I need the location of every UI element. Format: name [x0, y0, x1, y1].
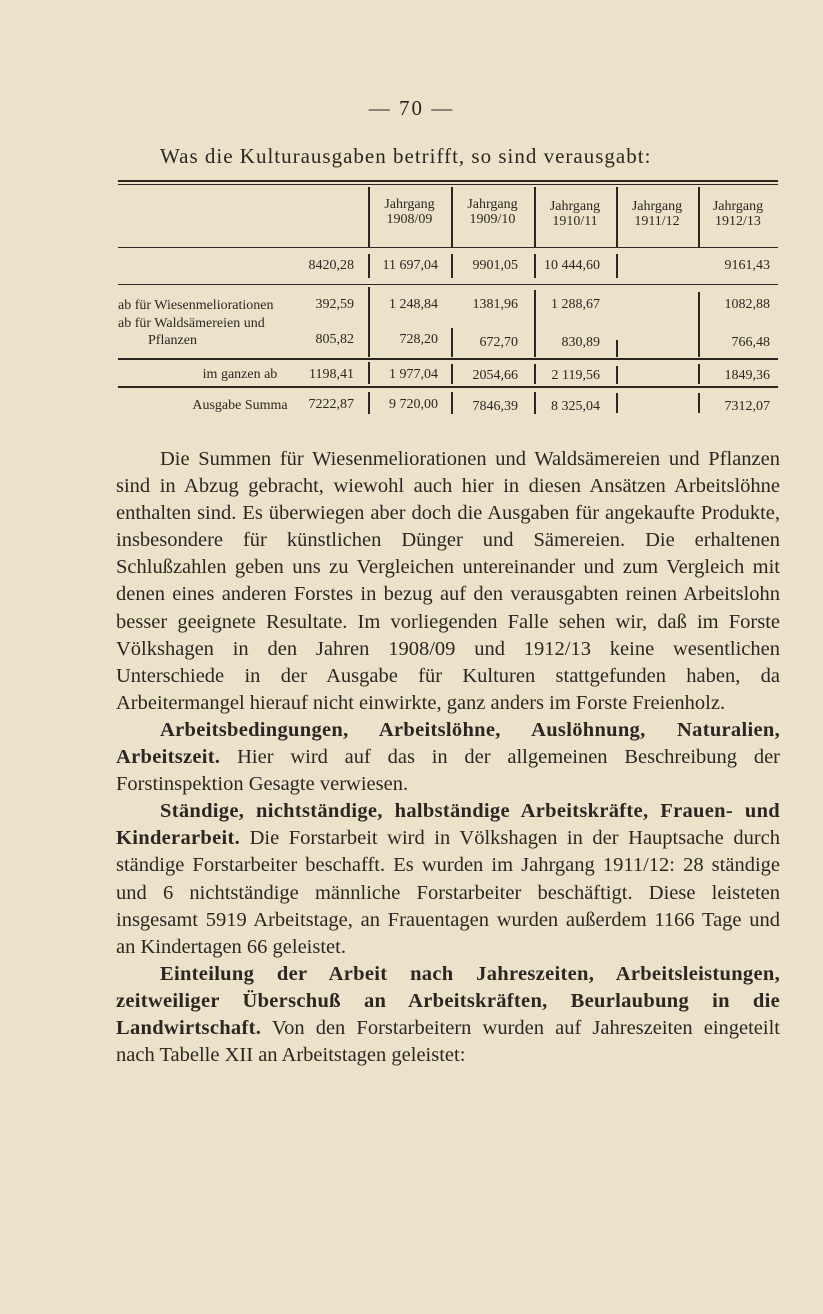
ganzen-1910: 2054,66: [472, 368, 518, 383]
ganzen-1911: 2 119,56: [551, 368, 600, 383]
col-divider: [534, 290, 536, 357]
wiesen-1911: 1 288,67: [551, 297, 600, 312]
col-divider: [534, 364, 536, 384]
totals-rule: [118, 284, 778, 285]
col-divider: [616, 254, 618, 278]
total-1910: 9901,05: [472, 258, 518, 273]
col-divider: [451, 254, 453, 278]
col-divider: [534, 392, 536, 414]
ganzen-1912: 1849,36: [724, 368, 770, 383]
col-divider: [451, 364, 453, 384]
summa-1911: 8 325,04: [551, 399, 600, 414]
section-heading: Ständige, nichtständige, halbständige Arbeitskräfte, Frauen- und Kinderarbeit.: [116, 800, 780, 850]
culture-expenses-table: [118, 180, 778, 420]
summa-1912: 7312,07: [724, 399, 770, 414]
wiesen-1912: 1082,88: [724, 297, 770, 312]
col-divider: [368, 392, 370, 414]
paragraph-einteilung: Einteilung der Arbeit nach Jahreszeiten, Arbeitsleistungen, zeitweiliger Überschuß an Arbeitskräften, Beurlaubung in die Landwirtschaft. Von den Forstarbeitern wurden auf Jahreszeiten eingeteilt nach Tabelle XII an Arbeitstagen geleistet:: [116, 962, 780, 1067]
header-1912: Jahrgang 1912/13: [712, 199, 764, 229]
col-divider: [451, 328, 453, 357]
header-rule: [118, 247, 778, 248]
col-divider: [534, 254, 536, 278]
col-divider: [368, 362, 370, 384]
col-divider: [616, 366, 618, 384]
table-top-rule-thin: [118, 184, 778, 185]
total-1908: 8420,28: [308, 258, 354, 273]
total-1912: 9161,43: [724, 258, 770, 273]
wiesen-1909: 1 248,84: [389, 297, 438, 312]
body-text: [116, 446, 780, 1069]
col-divider: [616, 393, 618, 413]
wiesen-1910: 1381,96: [472, 297, 518, 312]
ganzen-1908: 1198,41: [309, 367, 354, 382]
wald-1911: 830,89: [561, 335, 600, 350]
summa-label: Ausgabe Summa: [192, 398, 288, 413]
col-divider: [698, 393, 700, 413]
col-divider: [616, 340, 618, 357]
deduction-rule: [118, 358, 778, 360]
row-label-wiesen: ab für Wiesenmeliorationen: [118, 298, 274, 313]
total-1911: 10 444,60: [544, 258, 600, 273]
wald-1909: 728,20: [399, 332, 438, 347]
header-1908: Jahrgang 1908/09: [384, 197, 435, 227]
col-divider: [698, 292, 700, 357]
col-divider: [698, 364, 700, 384]
intro-sentence: Was die Kulturausgaben betrifft, so sind verausgabt:: [160, 144, 652, 168]
wiesen-1908: 392,59: [315, 297, 354, 312]
paragraph-summen: Die Summen für Wiesenmeliorationen und Waldsämereien und Pflanzen sind in Abzug gebracht, wiewohl auch hier in diesen Ansätzen Arbeitslöhne enthalten sind. Es überwiegen aber doch die Ausgaben für angekaufte Produkte, insbesondere für künstlichen Dünger und Sämereien. Die erhaltenen Schlußzahlen geben uns zu Vergleichen untereinander und zum Vergleich mit denen eines anderen Forstes in bezug auf den verausgabten reinen Arbeitslohn besser geeignete Resultate. Im vorliegenden Falle sehen wir, daß im Forste Völkshagen in den Jahren 1908/09 und 1912/13 keine wesentlichen Unterschiede in der Ausgabe für Kulturen stattgefunden haben, da Arbeitermangel hierauf nicht einwirkte, ganz anders im Forste Freienholz.: [116, 448, 780, 714]
summa-1909: 9 720,00: [389, 397, 438, 412]
header-1910: Jahrgang 1910/11: [549, 199, 601, 229]
col-divider: [451, 392, 453, 414]
table-top-rule: [118, 180, 778, 182]
wald-1908: 805,82: [315, 332, 354, 347]
page-number: — 70 —: [368, 96, 455, 120]
wald-1910: 672,70: [479, 335, 518, 350]
section-heading: Einteilung der Arbeit nach Jahreszeiten, Arbeitsleistungen, zeitweiliger Überschuß an Arbeitskräften, Beurlaubung in die Landwirtschaft.: [116, 962, 780, 1039]
summa-1908: 7222,87: [308, 397, 354, 412]
paragraph-arbeitskraefte: Ständige, nichtständige, halbständige Arbeitskräfte, Frauen- und Kinderarbeit. Die Forstarbeit wird in Völkshagen in der Hauptsache durch ständige Forstarbeiter beschafft. Es wurden im Jahrgang 1911/12: 28 ständige und 6 nichtständige männliche Forstarbeiter beschäftigt. Diese leisteten insgesamt 5919 Arbeitstage, an Frauentagen wurden außerdem 1166 Tage und an Kindertagen 66 geleistet.: [116, 800, 780, 958]
wald-1912: 766,48: [731, 335, 770, 350]
col-divider: [368, 287, 370, 357]
row-label-pflanzen: Pflanzen: [148, 333, 197, 348]
paragraph-arbeitsbedingungen: Arbeitsbedingungen, Arbeitslöhne, Auslöhnung, Naturalien, Arbeitszeit. Hier wird auf das in der allgemeinen Beschreibung der Forstinspektion Gesagte verwiesen.: [116, 718, 780, 796]
ganzen-rule: [118, 386, 778, 388]
section-heading: Arbeitsbedingungen, Arbeitslöhne, Auslöhnung, Naturalien, Arbeitszeit.: [116, 718, 780, 769]
total-1909: 11 697,04: [382, 258, 438, 273]
im-ganzen-label: im ganzen ab: [202, 367, 278, 382]
summa-1910: 7846,39: [472, 399, 518, 414]
header-1909: Jahrgang 1909/10: [467, 197, 518, 227]
col-divider: [368, 254, 370, 278]
row-label-wald: ab für Waldsämereien und: [118, 316, 265, 331]
header-1911: Jahrgang 1911/12: [631, 199, 683, 229]
ganzen-1909: 1 977,04: [389, 367, 438, 382]
